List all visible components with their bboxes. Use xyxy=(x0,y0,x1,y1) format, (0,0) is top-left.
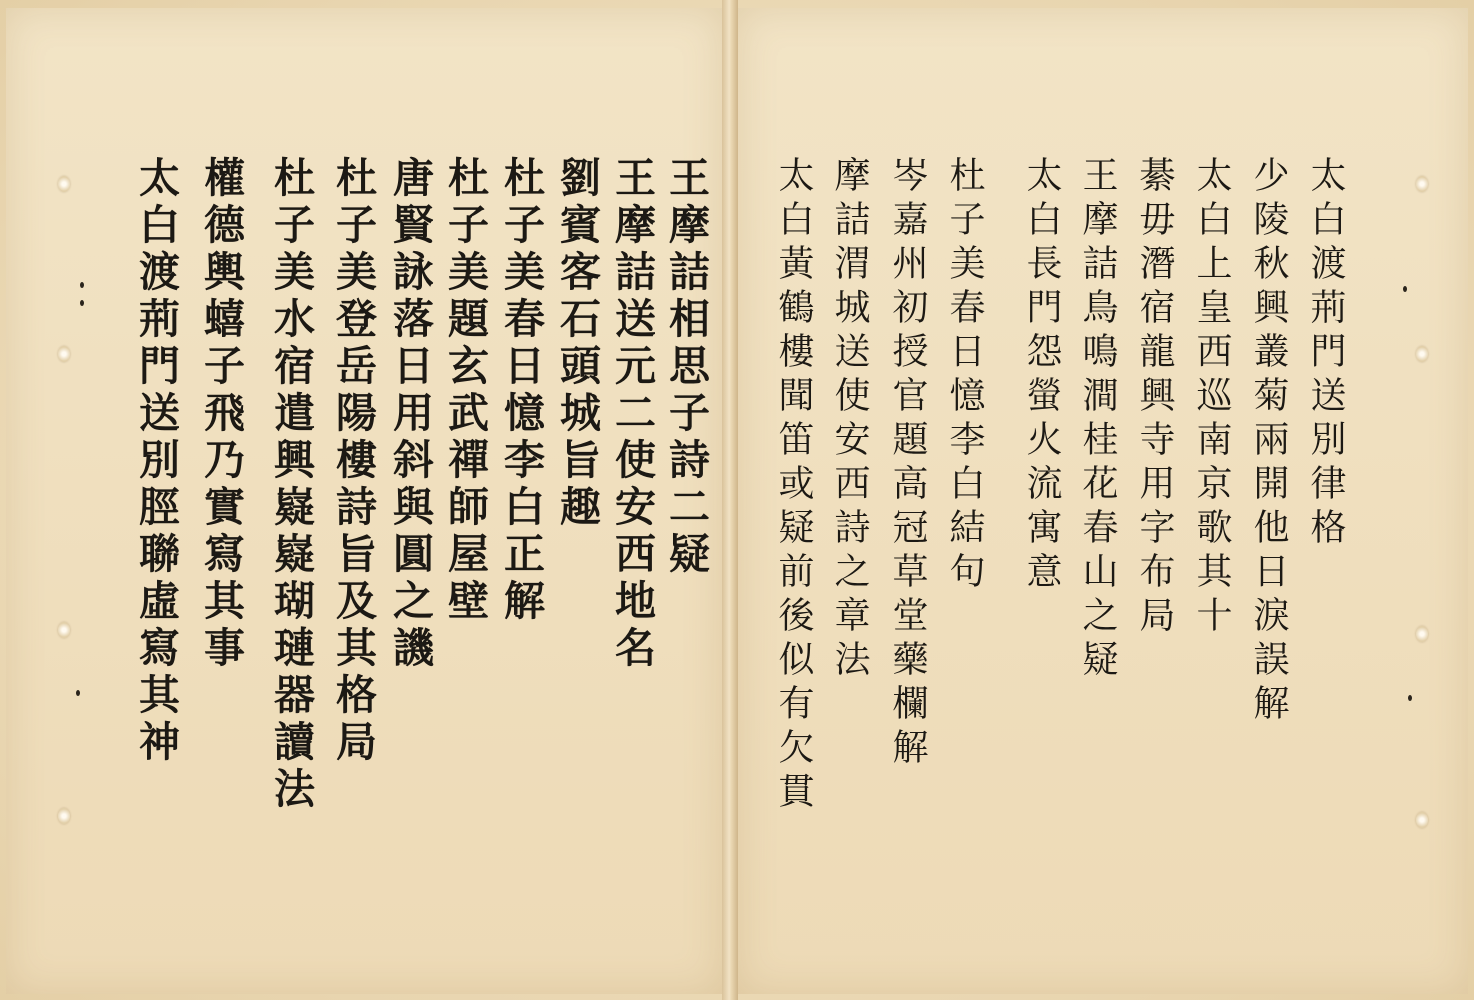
binding-hole xyxy=(1416,346,1428,362)
left-column-10: 太白渡荊門送別脛聯虛寫其神 xyxy=(132,156,180,767)
left-column-6: 唐賢詠落日用斜與圓之譏 xyxy=(386,156,434,673)
left-column-9: 權德輿蟢子飛乃實寫其事 xyxy=(197,156,245,673)
right-page xyxy=(738,8,1468,994)
right-column-2: 少陵秋興叢菊兩開他日淚誤解 xyxy=(1248,156,1289,728)
ink-speck xyxy=(80,282,84,288)
ink-speck xyxy=(76,690,80,696)
left-column-4: 杜子美春日憶李白正解 xyxy=(497,156,545,626)
left-column-3: 劉賓客石頭城旨趣 xyxy=(553,156,601,532)
left-column-2: 王摩詰送元二使安西地名 xyxy=(608,156,656,673)
right-column-9: 摩詰渭城送使安西詩之章法 xyxy=(829,156,870,684)
binding-hole xyxy=(58,346,70,362)
binding-hole xyxy=(58,808,70,824)
binding-hole xyxy=(1416,626,1428,642)
right-column-1: 太白渡荊門送別律格 xyxy=(1305,156,1346,552)
left-column-7: 杜子美登岳陽樓詩旨及其格局 xyxy=(329,156,377,767)
ink-speck xyxy=(1408,695,1412,701)
right-column-4: 綦毋潛宿龍興寺用字布局 xyxy=(1134,156,1175,640)
right-column-8: 岑嘉州初授官題高冠草堂藥欄解 xyxy=(887,156,928,772)
ink-speck xyxy=(1403,286,1407,292)
left-column-5: 杜子美題玄武禪師屋壁 xyxy=(441,156,489,626)
binding-hole xyxy=(58,176,70,192)
binding-hole xyxy=(58,622,70,638)
right-column-5: 王摩詰鳥鳴澗桂花春山之疑 xyxy=(1077,156,1118,684)
left-column-8: 杜子美水宿遣興嶷嶷瑚璉器讀法 xyxy=(267,156,315,814)
binding-hole xyxy=(1416,176,1428,192)
right-column-10: 太白黃鶴樓聞笛或疑前後似有欠貫 xyxy=(773,156,814,816)
right-column-7: 杜子美春日憶李白結句 xyxy=(944,156,985,596)
book-spine xyxy=(722,0,738,1000)
ink-speck xyxy=(80,300,84,306)
binding-hole xyxy=(1416,812,1428,828)
left-column-1: 王摩詰相思子詩二疑 xyxy=(662,156,710,579)
left-page xyxy=(6,8,724,994)
right-column-3: 太白上皇西巡南京歌其十 xyxy=(1191,156,1232,640)
right-column-6: 太白長門怨螢火流寓意 xyxy=(1021,156,1062,596)
